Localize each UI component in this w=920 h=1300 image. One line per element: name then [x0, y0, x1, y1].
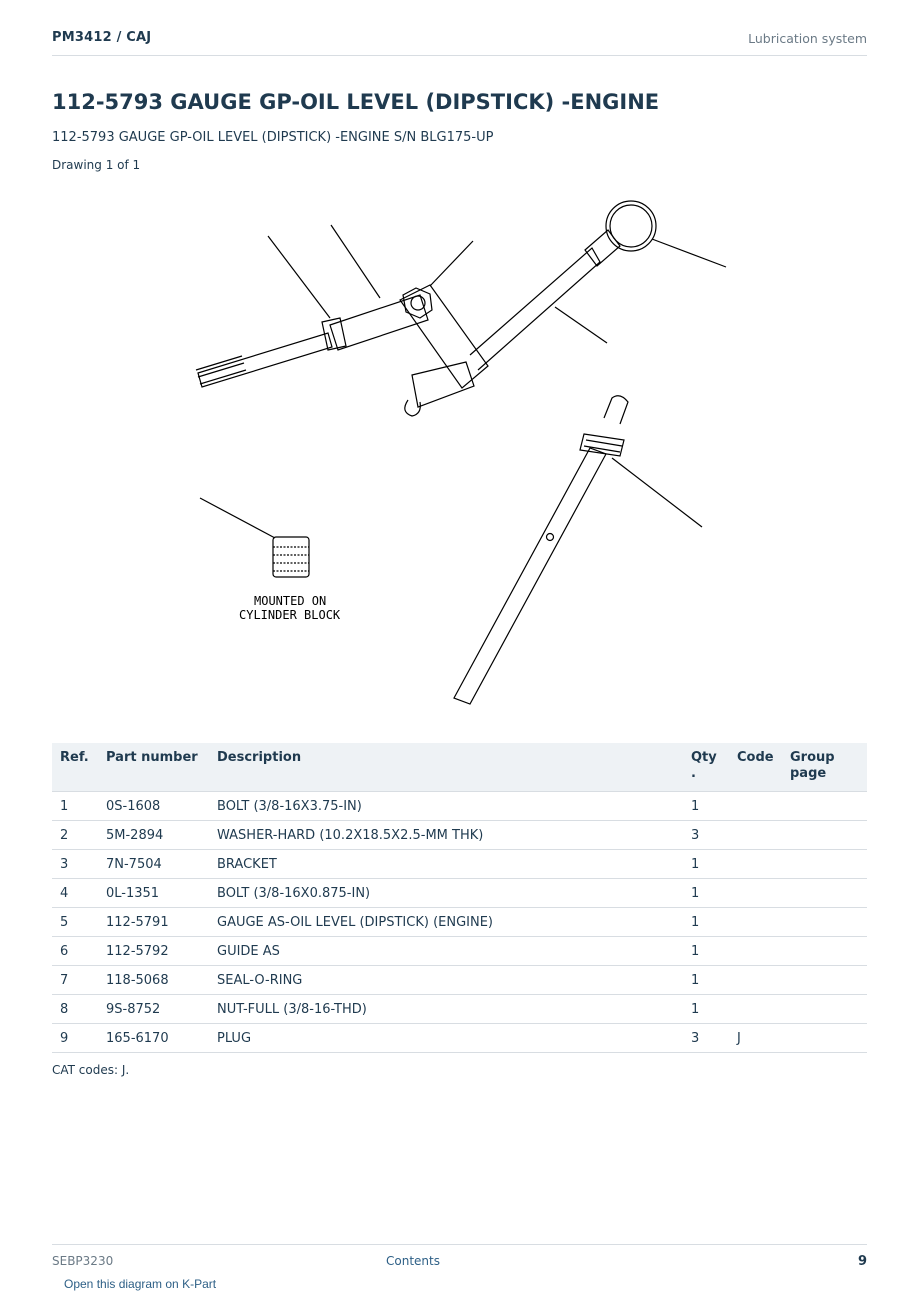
- col-qty-line1: Qty: [691, 750, 717, 765]
- cell-qty: 1: [683, 966, 729, 995]
- cell-ref: 5: [52, 908, 98, 937]
- cell-description: PLUG: [209, 1024, 683, 1053]
- section-name: Lubrication system: [748, 31, 867, 46]
- callout-leader-4: [652, 239, 726, 267]
- cell-description: NUT-FULL (3/8-16-THD): [209, 995, 683, 1024]
- bracket-hex: [403, 288, 432, 318]
- cell-ref: 4: [52, 879, 98, 908]
- cell-code: [729, 792, 782, 821]
- dipstick-drawing: [180, 190, 740, 710]
- plug-bands: [273, 547, 309, 571]
- cell-part-number: 0S-1608: [98, 792, 209, 821]
- col-description: Description: [209, 743, 683, 792]
- page-footer: [52, 1244, 867, 1274]
- cell-qty: 1: [683, 937, 729, 966]
- table-row: [52, 792, 867, 821]
- cell-part-number: 0L-1351: [98, 879, 209, 908]
- page-number: 9: [857, 1254, 867, 1269]
- tube-end: [405, 400, 421, 416]
- cell-group-page: [782, 821, 867, 850]
- cell-code: [729, 966, 782, 995]
- table-row: [52, 995, 867, 1024]
- cell-code: [729, 821, 782, 850]
- cell-code: [729, 879, 782, 908]
- cell-description: SEAL-O-RING: [209, 966, 683, 995]
- cell-code: [729, 850, 782, 879]
- table-row: [52, 937, 867, 966]
- cell-ref: 6: [52, 937, 98, 966]
- cell-ref: 7: [52, 966, 98, 995]
- cell-ref: 2: [52, 821, 98, 850]
- parts-diagram: [180, 190, 740, 710]
- table-row: [52, 1024, 867, 1053]
- cell-qty: 1: [683, 879, 729, 908]
- page-subtitle: 112-5793 GAUGE GP-OIL LEVEL (DIPSTICK) -ENGINE S/N BLG175-UP: [52, 130, 494, 145]
- cell-code: J: [729, 1024, 782, 1053]
- cell-part-number: 7N-7504: [98, 850, 209, 879]
- cat-codes-note: CAT codes: J.: [52, 1063, 130, 1077]
- dipstick-rod: [454, 448, 606, 704]
- cell-code: [729, 995, 782, 1024]
- cell-description: GUIDE AS: [209, 937, 683, 966]
- cell-ref: 8: [52, 995, 98, 1024]
- dipstick-handle-ring: [606, 201, 656, 251]
- cell-group-page: [782, 792, 867, 821]
- table-row: [52, 850, 867, 879]
- cell-group-page: [782, 908, 867, 937]
- o-ring-seal-band: [584, 440, 622, 452]
- cell-description: GAUGE AS-OIL LEVEL (DIPSTICK) (ENGINE): [209, 908, 683, 937]
- col-group-line1: Group: [790, 750, 835, 765]
- col-group-line2: page: [790, 766, 827, 781]
- callout-leader-3: [430, 241, 473, 286]
- cell-qty: 1: [683, 850, 729, 879]
- cell-part-number: 112-5792: [98, 937, 209, 966]
- cell-description: WASHER-HARD (10.2X18.5X2.5-MM THK): [209, 821, 683, 850]
- cell-ref: 9: [52, 1024, 98, 1053]
- col-qty-line2: .: [691, 766, 696, 781]
- col-part-number: Part number: [98, 743, 209, 792]
- cell-ref: 3: [52, 850, 98, 879]
- guide-tube-lower: [412, 362, 474, 407]
- cell-qty: 3: [683, 821, 729, 850]
- col-ref: Ref.: [52, 743, 98, 792]
- cell-part-number: 165-6170: [98, 1024, 209, 1053]
- drawing-count: Drawing 1 of 1: [52, 158, 141, 172]
- cell-code: [729, 937, 782, 966]
- parts-table: [52, 743, 867, 1053]
- contents-link[interactable]: Contents: [386, 1254, 440, 1268]
- cell-qty: 3: [683, 1024, 729, 1053]
- callout-leader-7: [200, 498, 275, 538]
- cell-part-number: 5M-2894: [98, 821, 209, 850]
- col-group-page: [782, 743, 867, 792]
- table-row: [52, 879, 867, 908]
- page-title: 112-5793 GAUGE GP-OIL LEVEL (DIPSTICK) -ENGINE: [52, 90, 660, 114]
- col-code: Code: [729, 743, 782, 792]
- dipstick-hole: [547, 534, 554, 541]
- dipstick-top: [604, 396, 628, 424]
- cell-ref: 1: [52, 792, 98, 821]
- diagram-note-line1: MOUNTED ON: [254, 594, 327, 608]
- cell-description: BOLT (3/8-16X0.875-IN): [209, 879, 683, 908]
- callout-leader-5: [555, 307, 607, 343]
- doc-number: SEBP3230: [52, 1254, 114, 1268]
- callout-leader-6: [612, 458, 702, 527]
- ring-collar: [585, 230, 620, 266]
- col-qty: [683, 743, 729, 792]
- cell-group-page: [782, 879, 867, 908]
- cell-code: [729, 908, 782, 937]
- page-header: [52, 0, 867, 56]
- cell-qty: 1: [683, 908, 729, 937]
- cell-group-page: [782, 995, 867, 1024]
- cell-qty: 1: [683, 792, 729, 821]
- guide-tube: [470, 248, 600, 370]
- parts-table-body: [52, 792, 867, 1053]
- cell-group-page: [782, 850, 867, 879]
- table-row: [52, 908, 867, 937]
- table-row: [52, 821, 867, 850]
- cell-group-page: [782, 966, 867, 995]
- cell-part-number: 112-5791: [98, 908, 209, 937]
- cell-qty: 1: [683, 995, 729, 1024]
- callout-leader-2: [331, 225, 380, 298]
- cell-description: BOLT (3/8-16X3.75-IN): [209, 792, 683, 821]
- open-diagram-link[interactable]: Open this diagram on K-Part: [64, 1277, 217, 1291]
- doc-reference: PM3412 / CAJ: [52, 30, 152, 45]
- cell-part-number: 118-5068: [98, 966, 209, 995]
- cell-part-number: 9S-8752: [98, 995, 209, 1024]
- table-row: [52, 966, 867, 995]
- cell-group-page: [782, 937, 867, 966]
- bracket-block: [400, 285, 488, 388]
- table-header-row: [52, 743, 867, 792]
- cell-description: BRACKET: [209, 850, 683, 879]
- callout-leader-1: [268, 236, 330, 318]
- dipstick-handle-ring-inner: [610, 205, 652, 247]
- cell-group-page: [782, 1024, 867, 1053]
- diagram-note-line2: CYLINDER BLOCK: [239, 608, 341, 622]
